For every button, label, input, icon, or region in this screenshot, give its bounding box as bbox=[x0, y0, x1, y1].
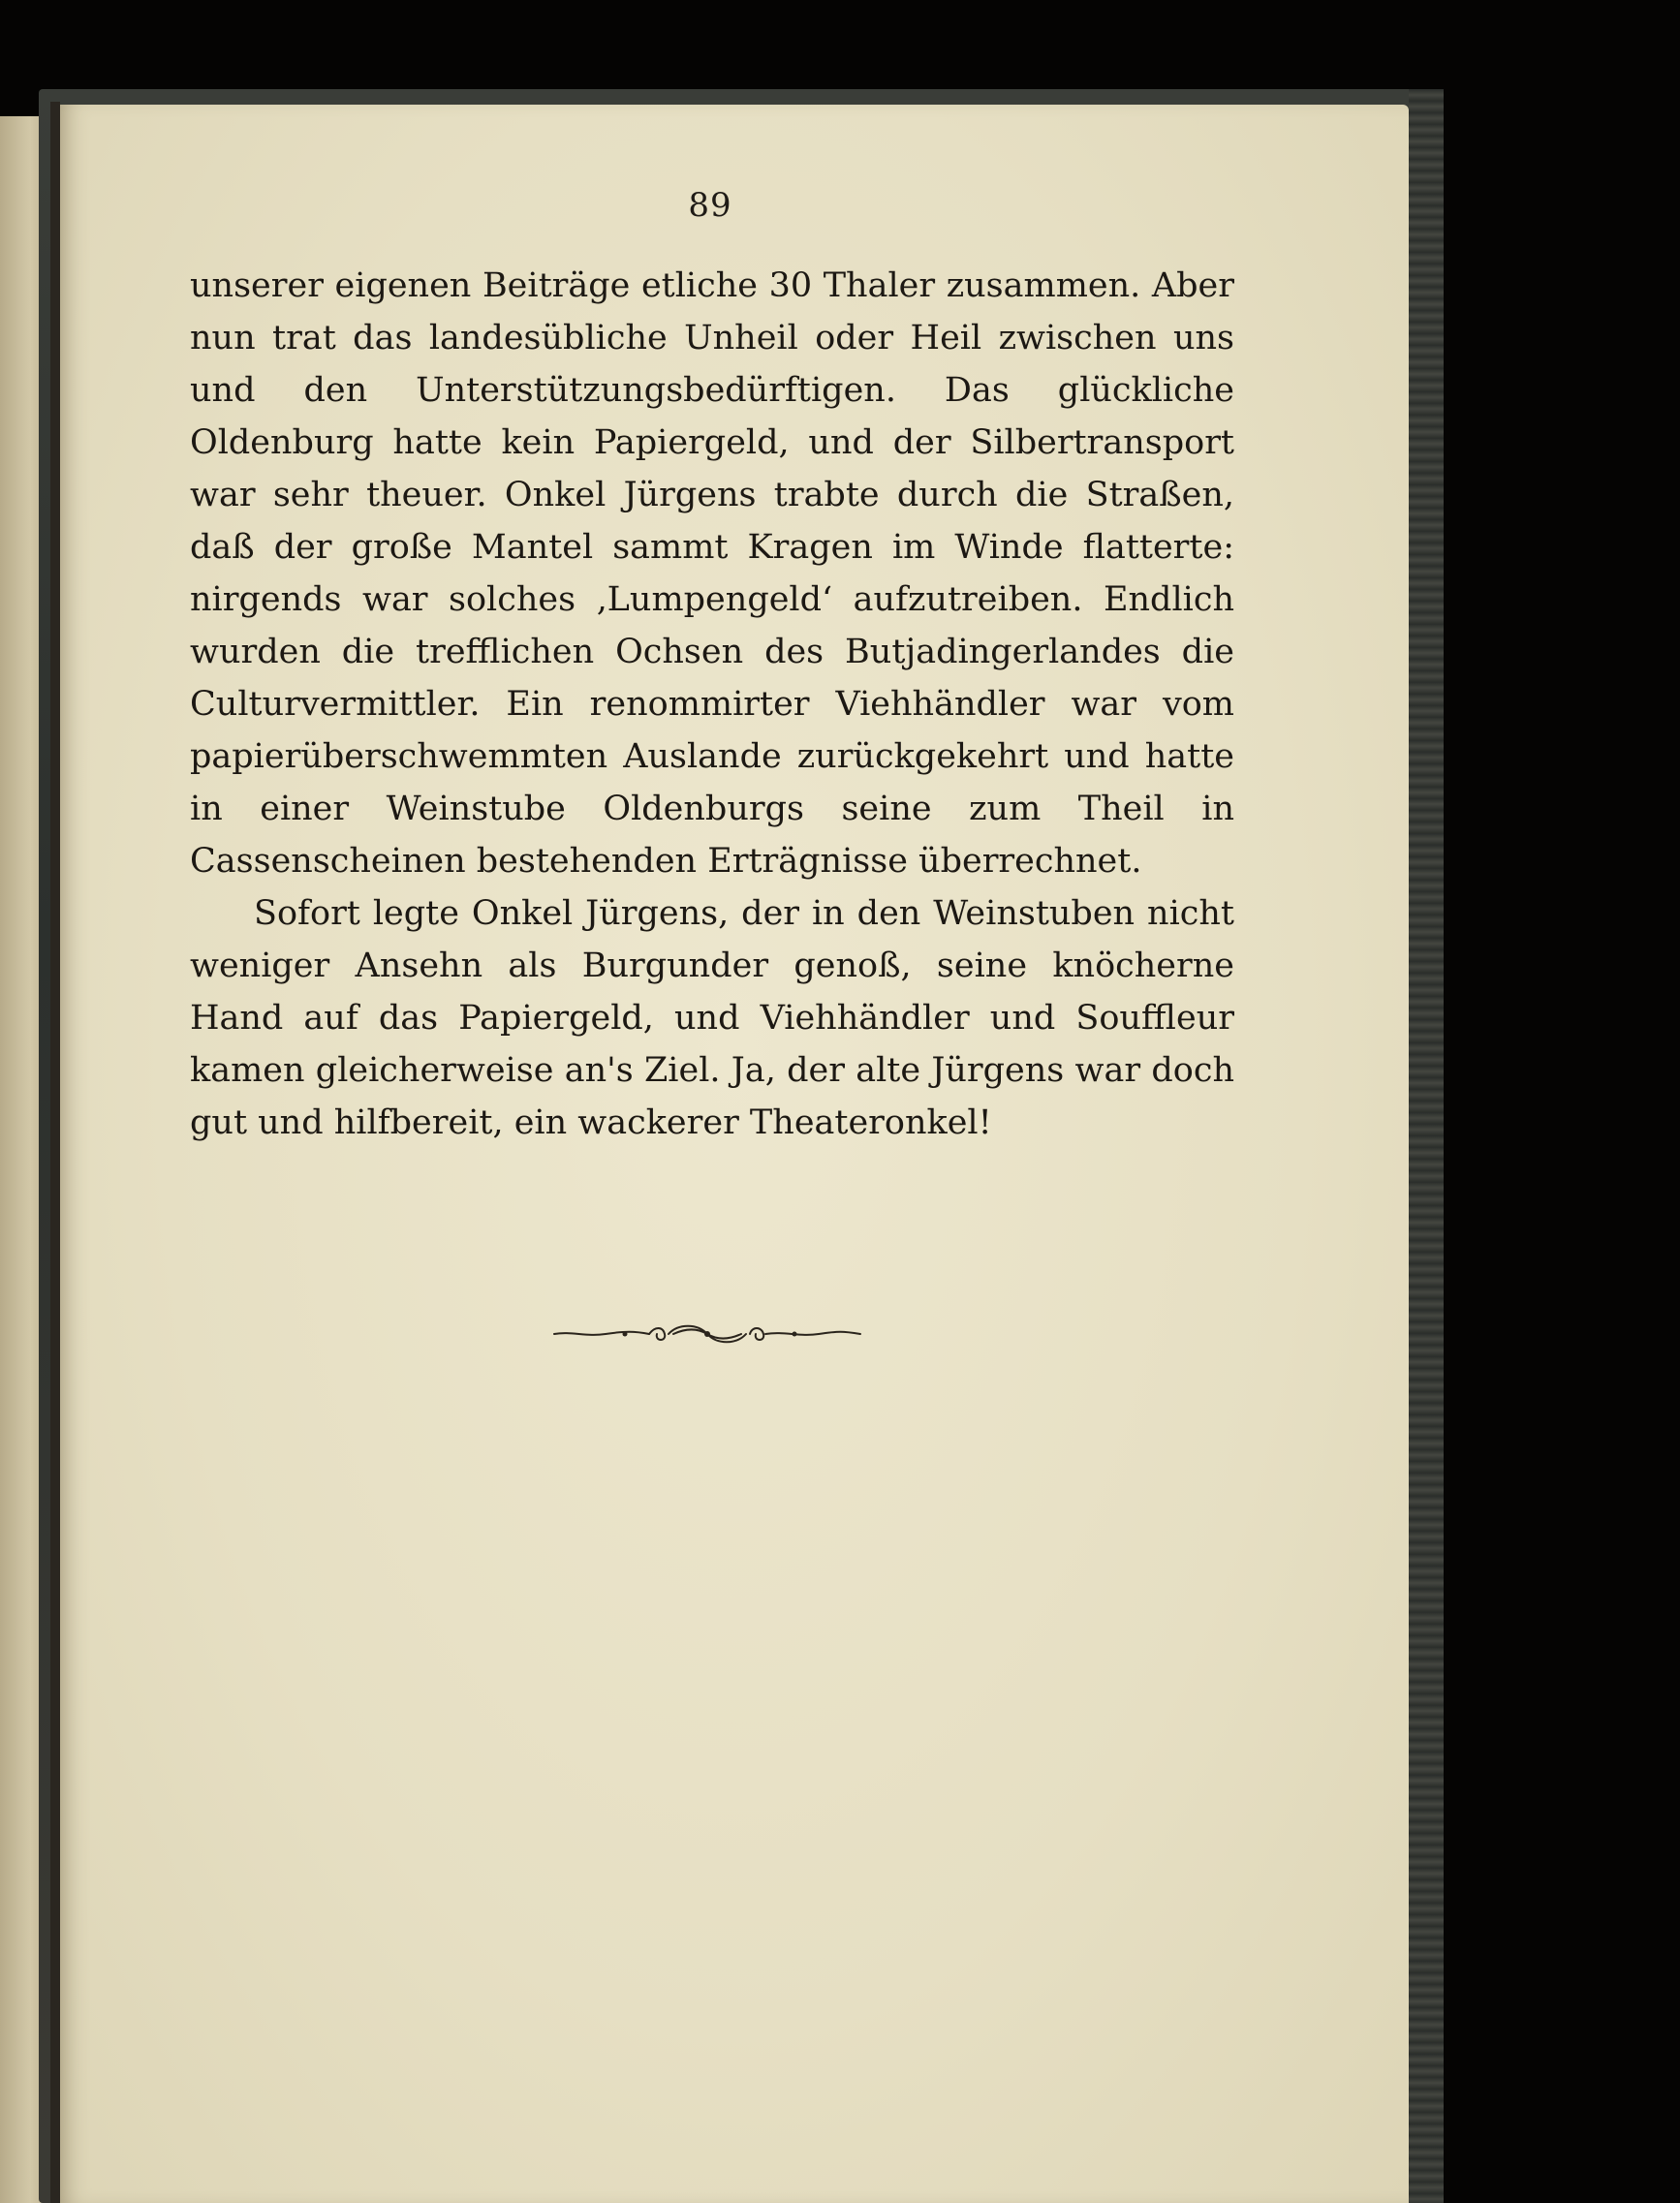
cover-edge bbox=[1409, 89, 1444, 2203]
gutter bbox=[50, 102, 60, 2203]
page-body bbox=[190, 260, 1234, 1149]
page-number: 89 bbox=[688, 186, 732, 225]
decorative-flourish-icon bbox=[552, 1319, 862, 1349]
paragraph-2: Sofort legte Onkel Jürgens, der in den Weinstuben nicht weniger Ansehn als Burgunder genoß, seine knöcherne Hand auf das Papiergeld, und Viehhändler und Souffleur kamen gleicherweise an's Ziel. Ja, der alte Jürgens war doch gut und hilfbereit, ein wackerer Theateronkel! bbox=[190, 894, 1234, 1142]
book-page bbox=[60, 105, 1409, 2203]
paragraph-1: unserer eigenen Beiträge etliche 30 Thaler zusammen. Aber nun trat das landesübliche Unheil oder Heil zwischen uns und den Unterstützungsbedürftigen. Das glückliche Oldenburg hatte kein Papiergeld, und der Silbertransport war sehr theuer. Onkel Jürgens trabte durch die Straßen, daß der große Mantel sammt Kragen im Winde flatterte: nirgends war solches ‚Lumpengeld‘ aufzutreiben. Endlich wurden die trefflichen Ochsen des Butjadingerlandes die Culturvermittler. Ein renommirter Viehhändler war vom papierüberschwemmten Auslande zurückgekehrt und hatte in einer Weinstube Oldenburgs seine zum Theil in Cassenscheinen bestehenden Erträgnisse überrechnet. bbox=[190, 266, 1234, 881]
